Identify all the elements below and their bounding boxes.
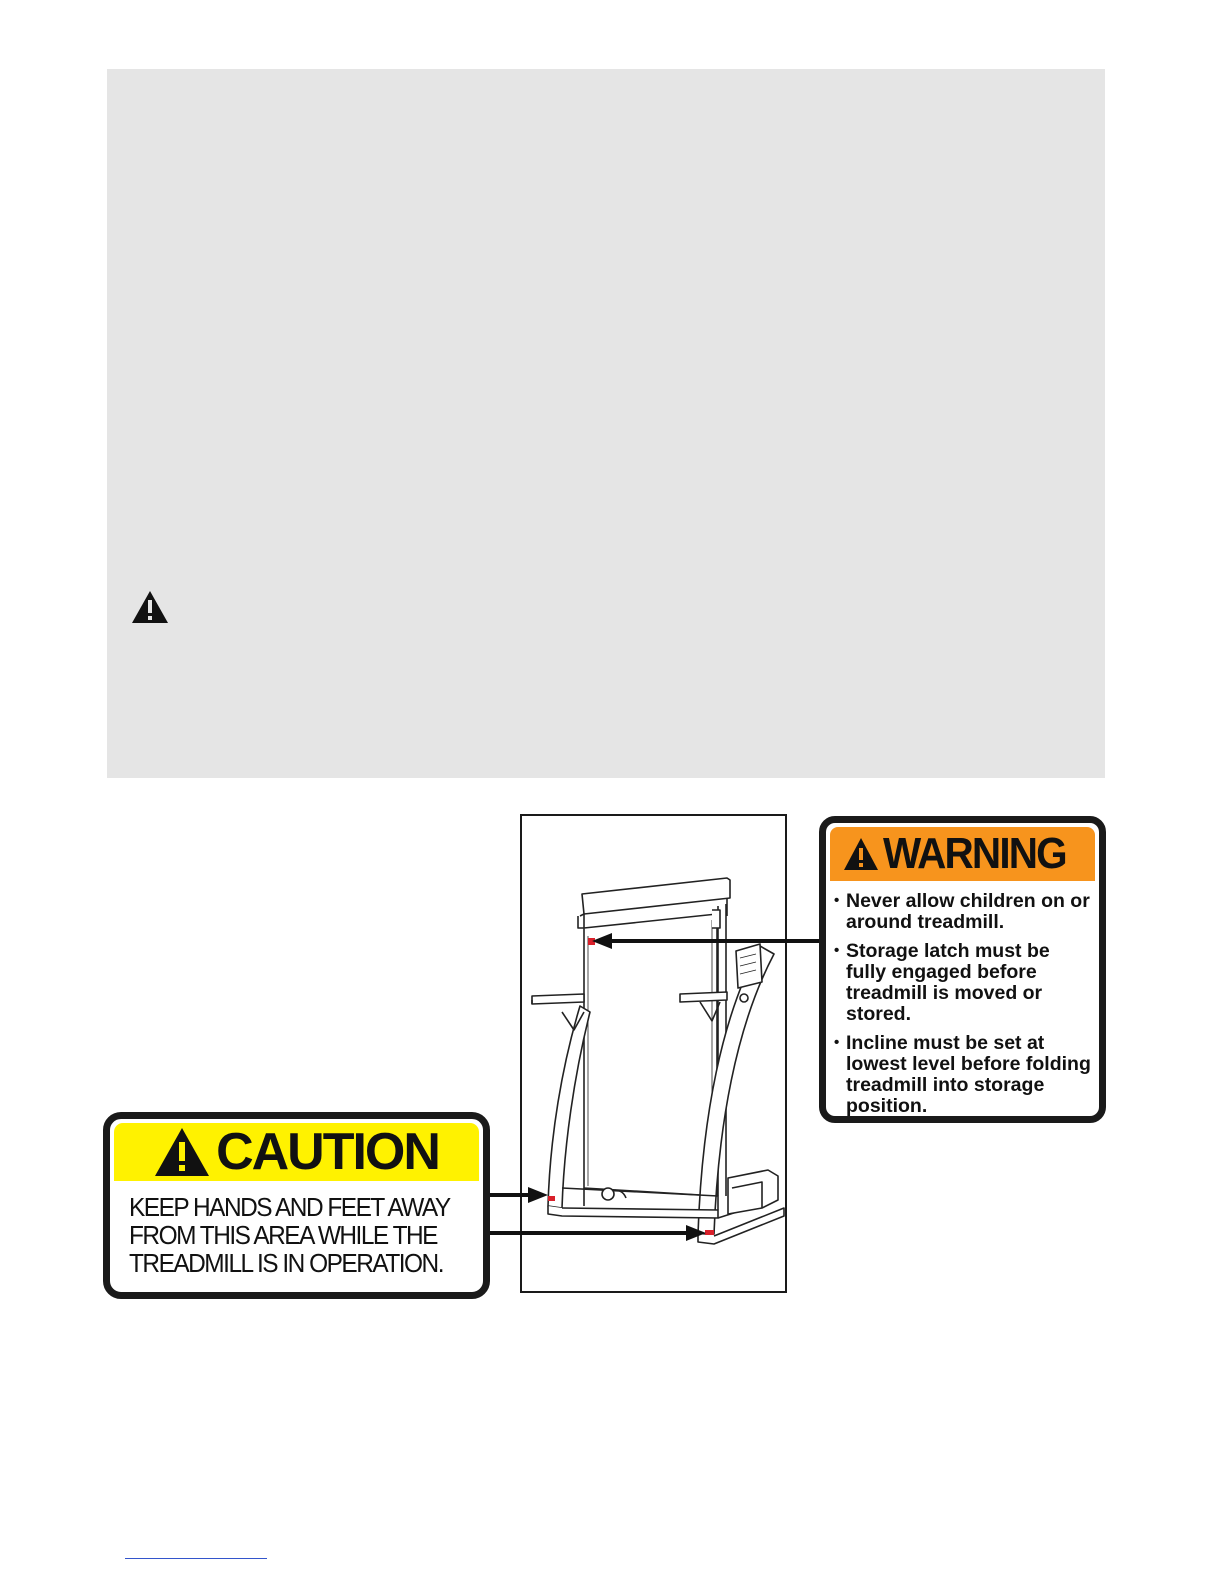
footer-link-underline xyxy=(125,1558,267,1559)
caution-text xyxy=(129,1193,462,1277)
warning-list xyxy=(826,891,1099,1117)
warning-title: WARNING xyxy=(883,829,1066,878)
warning-triangle-icon xyxy=(154,1126,210,1178)
caution-line: KEEP HANDS AND FEET AWAY xyxy=(129,1192,450,1222)
caution-line: FROM THIS AREA WHILE THE xyxy=(129,1220,437,1250)
caution-pointer-arrow-upper xyxy=(488,1186,550,1204)
warning-item: • Never allow children on or around treadmill. xyxy=(834,891,1093,933)
warning-header xyxy=(830,827,1095,881)
warning-label xyxy=(819,816,1106,1123)
caution-line: TREADMILL IS IN OPERATION. xyxy=(129,1248,443,1278)
caution-header xyxy=(114,1123,479,1181)
warning-pointer-arrow xyxy=(588,932,822,950)
warning-triangle-icon xyxy=(843,836,879,872)
warning-item: • Storage latch must be fully engaged before treadmill is moved or stored. xyxy=(834,941,1093,1025)
caution-title: CAUTION xyxy=(216,1123,439,1181)
instruction-panel xyxy=(107,69,1105,778)
caution-pointer-arrow-lower xyxy=(488,1224,708,1242)
caution-label xyxy=(103,1112,490,1299)
warning-item: • Incline must be set at lowest level before folding treadmill into storage position. xyxy=(834,1033,1093,1117)
treadmill-illustration xyxy=(520,814,787,1293)
treadmill-drawing xyxy=(522,816,785,1291)
warning-triangle-icon xyxy=(131,590,169,624)
